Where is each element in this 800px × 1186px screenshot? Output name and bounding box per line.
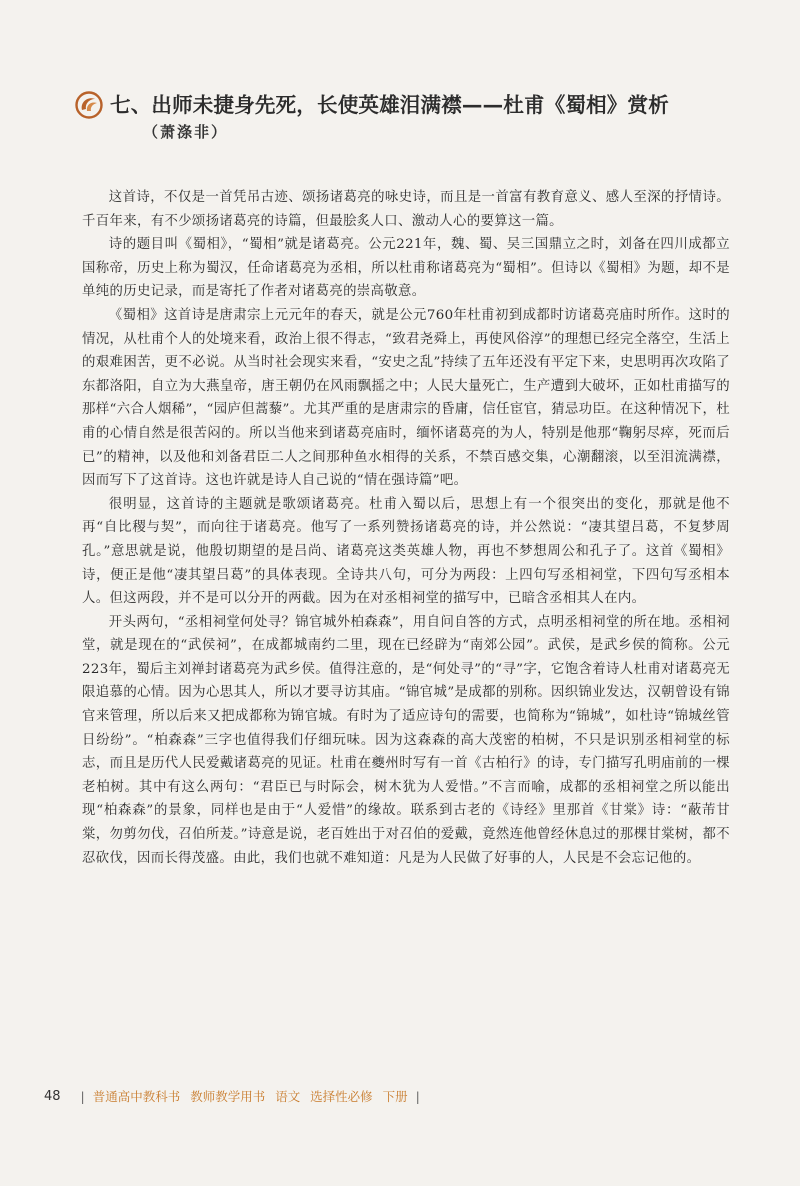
paragraph: 很明显，这首诗的主题就是歌颂诸葛亮。杜甫入蜀以后，思想上有一个很突出的变化，那就是他不再“自比稷与契”，而向往于诸葛亮。他写了一系列赞扬诸葛亮的诗，并公然说：“凄其望吕葛，不复梦周孔。”意思就是说，他殷切期望的是吕尚、诸葛亮这类英雄人物，再也不梦想周公和孔子了。这首《蜀相》诗，便正是他“凄其望吕葛”的具体表现。全诗共八句，可分为两段：上四句写丞相祠堂，下四句写丞相本人。但这两段，并不是可以分开的两截。因为在对丞相祠堂的描写中，已暗含丞相其人在内。 bbox=[82, 496, 730, 607]
page-footer bbox=[44, 1087, 428, 1105]
book-info: 普通高中教科书 教师教学用书 语文 选择性必修 下册 bbox=[92, 1089, 408, 1104]
footer-separator: | bbox=[80, 1088, 85, 1104]
paragraph: 诗的题目叫《蜀相》，“蜀相”就是诸葛亮。公元221年，魏、蜀、吴三国鼎立之时，刘备在四川成都立国称帝，历史上称为蜀汉，任命诸葛亮为丞相，所以杜甫称诸葛亮为“蜀相”。但诗以《蜀相》为题，却不是单纯的历史记录，而是寄托了作者对诸葛亮的崇高敬意。 bbox=[82, 237, 730, 300]
footer-separator-end: | bbox=[415, 1088, 420, 1104]
page-title: 七、出师未捷身先死，长使英雄泪满襟——杜甫《蜀相》赏析 bbox=[110, 93, 669, 117]
page-number: 48 bbox=[44, 1088, 61, 1104]
swirl-section-icon bbox=[74, 90, 104, 120]
paragraph: 《蜀相》这首诗是唐肃宗上元元年的春天，就是公元760年杜甫初到成都时访诸葛亮庙时所作。这时的情况，从杜甫个人的处境来看，政治上很不得志，“致君尧舜上，再使风俗淳”的理想已经完全落空，生活上的艰难困苦，更不必说。从当时社会现实来看，“安史之乱”持续了五年还没有平定下来，史思明再次攻陷了东都洛阳，自立为大燕皇帝，唐王朝仍在风雨飘摇之中；人民大量死亡，生产遭到大破坏，正如杜甫描写的那样“六合人烟稀”，“园庐但蒿藜”。尤其严重的是唐肃宗的昏庸，信任宦官，猜忌功臣。在这种情况下，杜甫的心情自然是很苦闷的。所以当他来到诸葛亮庙时，缅怀诸葛亮的为人，特别是他那“鞠躬尽瘁，死而后已”的精神，以及他和刘备君臣二人之间那种鱼水相得的关系，不禁百感交集，心潮翻滚，以至泪流满襟，因而写下了这首诗。这也许就是诗人自己说的“情在强诗篇”吧。 bbox=[82, 307, 730, 489]
section-header bbox=[74, 86, 754, 126]
author-name: （萧涤非） bbox=[143, 123, 229, 141]
paragraph: 这首诗，不仅是一首凭吊古迹、颂扬诸葛亮的咏史诗，而且是一首富有教育意义、感人至深的抒情诗。千百年来，有不少颂扬诸葛亮的诗篇，但最脍炙人口、激动人心的要算这一篇。 bbox=[82, 190, 730, 229]
paragraph: 开头两句，“丞相祠堂何处寻？锦官城外柏森森”，用自问自答的方式，点明丞相祠堂的所在地。丞相祠堂，就是现在的“武侯祠”，在成都城南约二里，现在已经辟为“南郊公园”。武侯，是武乡侯的简称。公元223年，蜀后主刘禅封诸葛亮为武乡侯。值得注意的，是“何处寻”的“寻”字，它饱含着诗人杜甫对诸葛亮无限追慕的心情。因为心思其人，所以才要寻访其庙。“锦官城”是成都的别称。因织锦业发达，汉朝曾设有锦官来管理，所以后来又把成都称为锦官城。有时为了适应诗句的需要，也简称为“锦城”，如杜诗“锦城丝管日纷纷”。“柏森森”三字也值得我们仔细玩味。因为这森森的高大茂密的柏树，不只是识别丞相祠堂的标志，而且是历代人民爱戴诸葛亮的见证。杜甫在夔州时写有一首《古柏行》的诗，专门描写孔明庙前的一棵老柏树。其中有这么两句：“君臣已与时际会，树木犹为人爱惜。”不言而喻，成都的丞相祠堂之所以能出现“柏森森”的景象，同样也是由于“人爱惜”的缘故。联系到古老的《诗经》里那首《甘棠》诗：“蔽芾甘棠，勿剪勿伐，召伯所茇。”诗意是说，老百姓出于对召伯的爱戴，竟然连他曾经休息过的那棵甘棠树，都不忍砍伐，因而长得茂盛。由此，我们也就不难知道：凡是为人民做了好事的人，人民是不会忘记他的。 bbox=[82, 614, 730, 866]
article-body bbox=[82, 186, 730, 870]
